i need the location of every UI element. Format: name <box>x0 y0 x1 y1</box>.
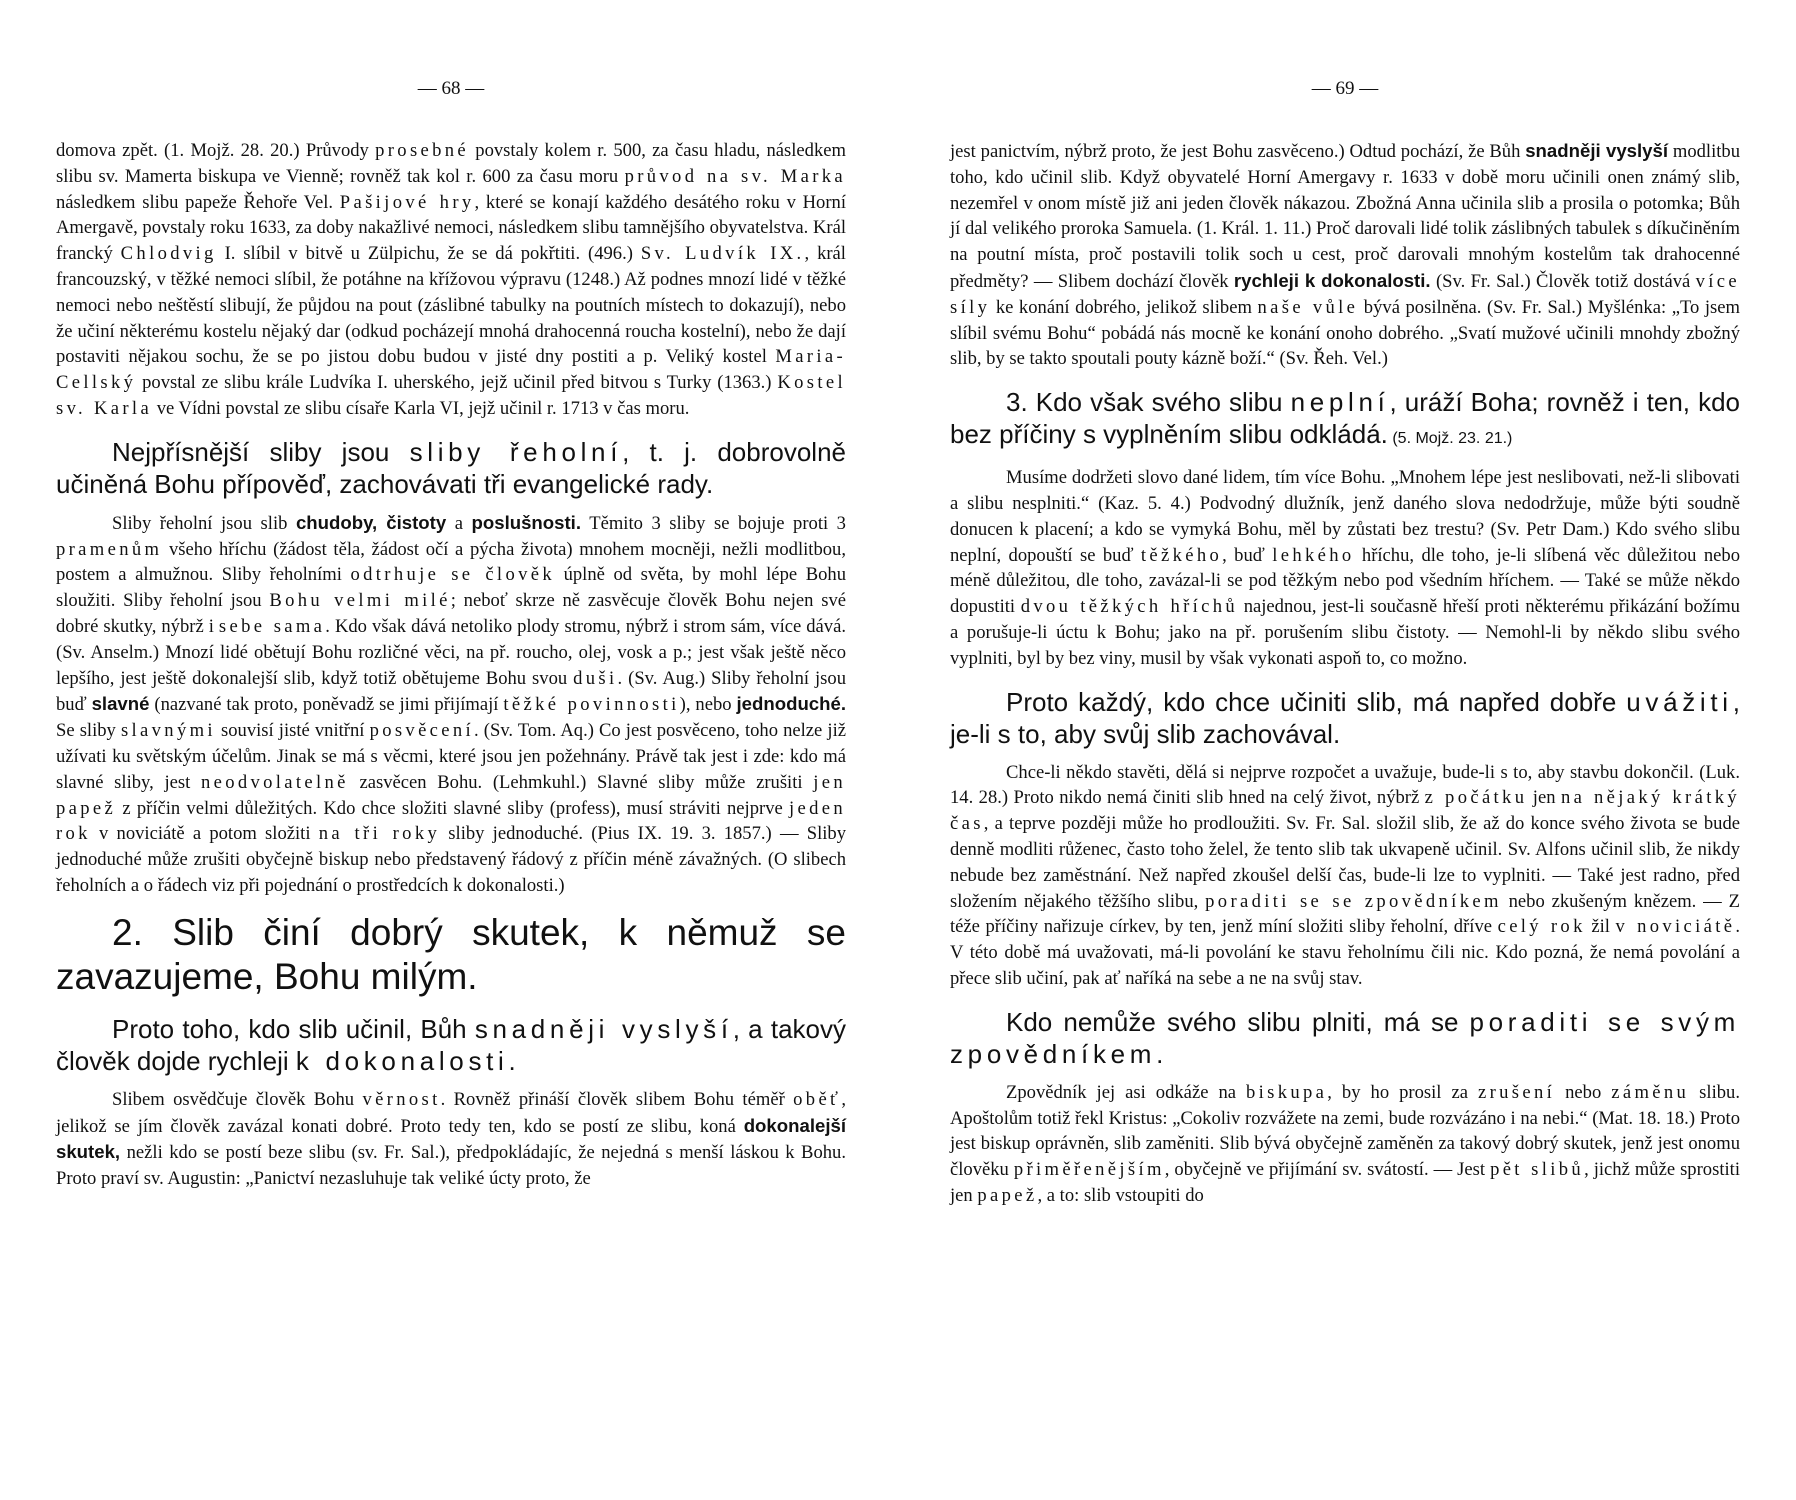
bold-run: chudoby, čistoty <box>295 511 447 533</box>
spaced-run: těžké povinnosti <box>503 694 680 716</box>
paragraph <box>56 510 846 899</box>
spaced-run: Chlodvig <box>120 243 217 265</box>
spaced-run: Kostel sv. Karla <box>56 372 846 419</box>
text-run: Nejpřísnější sliby jsou <box>112 436 410 467</box>
spaced-run: slavnými <box>120 720 216 742</box>
text-run: , a to: slib vstoupiti do <box>1037 1184 1204 1206</box>
spaced-run: jeden rok <box>56 797 846 845</box>
spaced-run: průvod na sv. Marka <box>624 165 846 187</box>
text-run: sliby jednoduché. (Pius IX. 19. 3. 1857.) — Sliby jednoduché může zrušiti obyčejně biskup nebo představený řádový z příčin méně závažných. (O slibech řeholních a o řádech viz při pojednání o prostředcích k dokonalosti.) <box>56 823 846 896</box>
text-run: v noviciátě a potom složiti <box>90 823 319 845</box>
text-run: . V této době má uvažovati, má-li povolání ke stavu řeholnímu čili nic. Kdo pozná, že nemá povolání a přece slib učiní, pak ať naříká na sebe a ne na svůj stav. <box>950 916 1741 989</box>
text-run: domova zpět. (1. Mojž. 28. 20.) Průvody <box>56 140 376 161</box>
bold-run: slavné <box>91 693 150 715</box>
text-run: . <box>1156 1038 1164 1069</box>
spaced-run: zrušení <box>1477 1081 1556 1103</box>
text-run: souvisí jisté vnitřní <box>215 720 370 742</box>
text-run: (nazvané tak proto, poněvadž se jimi přijímají <box>149 694 504 716</box>
text-run: nebo <box>1555 1081 1612 1103</box>
text-run: , t. j. dobrovolně učiněná Bohu přípověď, zachovávati tři evangelické rady. <box>56 436 847 499</box>
spaced-run: celý rok <box>1497 916 1586 938</box>
spaced-run: dvou těžkých hříchů <box>1020 596 1239 618</box>
text-run: 3. Kdo však svého slibu <box>1006 387 1291 418</box>
text-run: , které se konají každého desátého roku v Horní Amergavě, povstaly roku 1633, za doby nakažlivé nemoci, následkem slibu tamnějšího obyvatelstva. Král francký <box>56 191 846 265</box>
section-heading <box>950 386 1740 455</box>
spaced-run: oběť <box>793 1088 842 1110</box>
paragraph <box>56 1087 846 1192</box>
paragraph <box>950 1080 1740 1209</box>
spaced-run: pramenům <box>56 538 163 560</box>
text-run: hříchu, dle toho, je-li slíbená věc důležitou nebo méně důležitou, dle toho, zavázal-li se pod těžkým nebo pod všedním hříchem. — Také se může někdo dopustiti <box>950 544 1740 618</box>
text-run: Proto toho, kdo slib učinil, Bůh <box>112 1013 475 1044</box>
text-run: Těmito 3 sliby se bojuje proti 3 <box>581 512 846 534</box>
spaced-run: těžkého <box>1140 544 1223 566</box>
spaced-run: jen papež <box>56 771 846 819</box>
spaced-run: Pašijové hry <box>339 191 475 213</box>
text-run: . Rovněž přináší člověk slibem Bohu téměř <box>440 1088 794 1110</box>
text-run: , je-li s to, aby svůj slib zachovával. <box>950 686 1740 749</box>
spaced-run: z počátku <box>1424 787 1528 809</box>
text-run: , jelikož se jím člověk zavázal konati dobré. Proto tedy ten, kdo se postí ze slibu, koná <box>56 1088 846 1137</box>
text-run: povstal ze slibu krále Ludvíka I. uherského, jejž učinil před bitvou s Turky (1363.) <box>136 372 778 394</box>
spaced-run: přiměřenějším <box>1013 1159 1165 1181</box>
spaced-run: sliby řeholní <box>409 436 623 467</box>
text-run: Zpovědník jej asi odkáže na <box>1006 1081 1246 1103</box>
text-run: povstaly kolem r. 500, za času hladu, následkem slibu sv. Mamerta biskupa ve Vienně; rovněž tak kol r. 600 za času moru <box>56 140 846 187</box>
text-run: Chce-li někdo stavěti, dělá si nejprve rozpočet a uvažuje, bude-li s to, aby stavbu dokončil. (Luk. 14. 28.) Proto nikdo nemá činiti slib hned na celý život, nýbrž <box>950 761 1740 809</box>
text-run: (5. Mojž. 23. 21.) <box>1387 430 1513 448</box>
spaced-run: posvěcení <box>369 720 475 742</box>
spaced-run: lehkého <box>1272 544 1355 566</box>
text-run: nebo zkušeným knězem. — Z téže příčiny nařizuje církev, by ten, jenž míní složiti sliby řeholní, dříve <box>950 890 1740 938</box>
spaced-run: sebe sama <box>218 615 326 637</box>
section-heading <box>56 436 846 500</box>
spaced-run: Maria-Cellský <box>56 346 846 394</box>
page-number: — 68 — <box>417 78 485 99</box>
text-run: . (Sv. Aug.) Sliby řeholní jsou buď <box>56 667 846 716</box>
text-run: , král francouzský, v těžké nemoci slíbil, že potáhne na křížovou výpravu (1248.) Až podnes mnozí lidé v těžké nemoci nebo neštěstí slibují, že půjdou na pout (záslibné tabulky na poutních místech to dokazují), nebo že učiní některému kostelu nějaký dar (odkud pocházejí mnohá drahocenná roucha kostelní), nebo že dají postaviti nějakou sochu, že se po jistou dobu budou v jisté dny postiti a p. Veliký kostel <box>56 243 846 368</box>
text-run: , jichž může sprostiti jen <box>950 1159 1740 1206</box>
text-run: všeho hříchu (žádost těla, žádost očí a pýcha života) mnohem mocněji, nežli modlitbou, postem a almužnou. Sliby řeholními <box>56 538 846 586</box>
text-run: . Kdo však dává netoliko plody stromu, nýbrž i strom sám, více dává. (Sv. Anselm.) Mnozí lidé obětují Bohu rozličné věci, na př. roucho, olej, vosk a p.; jest však ještě něco lepšího, jest ještě dokonalejší slib, když totiž obětujeme Bohu svou <box>56 615 846 689</box>
text-run: , a takový člověk dojde rychleji <box>56 1013 846 1076</box>
text-run: a <box>446 512 472 534</box>
spaced-run: záměnu <box>1611 1081 1690 1103</box>
spaced-run: papež <box>977 1184 1038 1206</box>
text-run: jest panictvím, nýbrž proto, že jest Bohu zasvěceno.) Odtud pochází, že Bůh <box>950 141 1526 162</box>
spaced-run: naše vůle <box>1257 296 1359 318</box>
paragraph <box>950 465 1740 671</box>
text-run: z příčin velmi důležitých. Kdo chce složiti slavné sliby (profess), musí stráviti nejprve <box>116 797 789 819</box>
text-run: úplně od světa, by mohl lépe Bohu sloužiti. Sliby řeholní jsou <box>56 564 847 612</box>
spaced-run: prosebné <box>375 140 470 161</box>
spaced-run: neodvolatelně <box>200 771 349 793</box>
bold-run: rychleji k dokonalosti. <box>1233 269 1431 291</box>
spaced-run: pět slibů <box>1490 1159 1585 1181</box>
bold-run: poslušnosti. <box>471 511 582 533</box>
section-heading <box>56 1013 846 1077</box>
chapter-heading: 2. Slib činí dobrý skutek, k němuž se zavazujeme, Bohu milým. <box>56 911 846 997</box>
text-run: I. slíbil v bitvě u Zülpichu, že se dá pokřtiti. (496.) <box>216 243 641 265</box>
text-run: žil <box>1585 916 1616 938</box>
text-run: Proto každý, kdo chce učiniti slib, má napřed dobře <box>1006 686 1627 717</box>
paragraph <box>56 138 846 422</box>
text-run: Kdo nemůže svého slibu plniti, má se <box>1006 1006 1470 1037</box>
spaced-run: Sv. Ludvík IX. <box>640 243 805 265</box>
text-run: bývá posilněna. (Sv. Fr. Sal.) Myšlénka: „To jsem slíbil svému Bohu“ pobádá nás mocně ke konání onoho dobrého. „Svatí mužové učinili mnohdy zbožný slib, by se takto spoutali pouty kázně boží.“ (Sv. Řeh. Vel.) <box>950 296 1740 370</box>
paragraph <box>950 138 1740 372</box>
text-run: modlitbu toho, kdo učinil slib. Když obyvatelé Horní Amergavy r. 1633 v době moru učinili onen známý slib, nezemřel v onom místě již ani jeden člověk nákazou. Zbožná Anna učinila slib a prosila o potomka; Bůh jí dal velikého proroka Samuela. (1. Král. 1. 11.) Proč darovali lidé tolik záslibných tabulek s díkučiněním na poutní místa, proč postavili tolik soch u cest, proč darovali mnohým kostelům tak drahocenné předměty? — Slibem dochází člověk <box>950 141 1741 292</box>
text-run: zasvěcen Bohu. (Lehmkuhl.) Slavné sliby může zrušiti <box>348 771 814 793</box>
text-run: . <box>508 1045 516 1076</box>
text-run: Musíme dodržeti slovo dané lidem, tím více Bohu. „Mnohem lépe jest neslibovati, než-li slibovati a slibu nesplniti.“ (Kaz. 5. 4.) Podvodný dlužník, jenž daného slova nedodržuje, může býti soudně donucen k placení; a kdo se vymyká Bohu, měl by zůstati bez trestu? (Sv. Petr Dam.) Kdo svého slibu neplní, dopouští se buď <box>950 467 1740 566</box>
page-number: — 69 — <box>1311 78 1379 99</box>
text-run: , buď <box>1222 544 1273 566</box>
text-run: Sliby řeholní jsou slib <box>112 512 296 534</box>
spaced-run: poraditi se se zpovědníkem <box>1205 890 1502 912</box>
paragraph <box>950 760 1740 992</box>
right-page <box>950 0 1740 1209</box>
text-run: ke konání dobrého, jelikož slibem <box>990 296 1258 318</box>
section-heading <box>950 686 1740 750</box>
spaced-run: duši <box>573 667 618 689</box>
spaced-run: v noviciátě <box>1615 916 1736 938</box>
section-heading <box>950 1006 1740 1070</box>
spaced-run: biskupa <box>1246 1081 1328 1103</box>
bold-run: snadněji vyslyší <box>1525 140 1669 161</box>
text-run: , obyčejně ve přijímání sv. svátostí. — Jest <box>1164 1159 1491 1181</box>
text-run: ; neboť skrze ně zasvěcuje člověk Bohu nejen své dobré skutky, nýbrž i <box>56 590 846 637</box>
spaced-run: na nějaký krátký čas <box>950 787 1740 835</box>
text-run: ve Vídni povstal ze slibu císaře Karla VI, jejž učinil r. 1713 v čas moru. <box>152 397 690 419</box>
text-run: ), nebo <box>679 694 737 716</box>
text-run: , by ho prosil za <box>1327 1081 1478 1103</box>
spaced-run: více síly <box>950 270 1741 318</box>
text-run: (Sv. Fr. Sal.) Člověk totiž dostává <box>1430 270 1696 292</box>
spaced-run: odtrhuje se člověk <box>350 564 555 586</box>
spaced-run: uvážiti <box>1626 686 1733 717</box>
text-run: slibu. Apoštolům totiž řekl Kristus: „Cokoliv rozvážete na zemi, bude rozvázáno i na nebi.“ (Mat. 18. 18.) Proto jest biskup oprávněn, slib zaměniti. Slib bývá obyčejně zaměněn za takový dobrý skutek, jenž jest onomu člověku <box>950 1081 1740 1181</box>
left-page <box>56 0 846 1192</box>
text-run: , a teprve později může ho prodloužiti. Sv. Fr. Sal. složil slib, že až do konce svého života se bude denně modliti růženec, často toho želel, že tento slib tak ukvapeně učinil. Sv. Alfons učinil slib, že nikdy nebude bez zaměstnání. Než napřed zkoušel delší čas, bude-li lze to vyplniti. — Také jest radno, před složením nějakého těžšího slibu, <box>950 813 1740 912</box>
bold-run: dokonalejší skutek, <box>56 1114 846 1163</box>
text-run: . (Sv. Tom. Aq.) Co jest posvěceno, toho nelze již užívati ku světským účelům. Jinak se má s věcmi, které jsou jen požehnány. Právě tak jest i zde: kdo má slavné sliby, jest <box>56 720 846 793</box>
text-run: následkem slibu papeže Řehoře Vel. <box>56 191 340 213</box>
bold-run: jednoduché. <box>736 693 847 715</box>
spaced-run: snadněji vyslyší <box>474 1013 733 1044</box>
text-run: jen <box>1527 787 1561 809</box>
spaced-run: na tři roky <box>318 823 441 845</box>
text-run: najednou, jest-li současně hřeší proti některému přikázání božímu a porušuje-li úctu k Bohu; jako na př. porušením slibu čistoty. — Nemohl-li by někdo slibu svého vyplniti, byl by bez viny, musil by však vykonati aspoň to, co možno. <box>950 596 1740 669</box>
text-run: nežli kdo se postí beze slibu (sv. Fr. Sal.), předpokládajíc, že nejedná s menší láskou k Bohu. Proto praví sv. Augustin: „Panictví nezasluhuje tak veliké úcty proto, že <box>56 1142 846 1190</box>
spaced-run: poraditi se svým zpovědníkem <box>950 1006 1740 1069</box>
spaced-run: Bohu velmi milé <box>269 590 451 612</box>
spaced-run: k dokonalosti <box>295 1045 509 1076</box>
spaced-run: věrnost <box>362 1088 441 1110</box>
text-run: , uráží Boha; rovněž i ten, kdo bez příčiny s vyplněním slibu odkládá. <box>950 387 1740 450</box>
text-run: Slibem osvědčuje člověk Bohu <box>112 1088 363 1110</box>
text-run: Se sliby <box>56 720 121 742</box>
spaced-run: neplní <box>1290 387 1390 418</box>
